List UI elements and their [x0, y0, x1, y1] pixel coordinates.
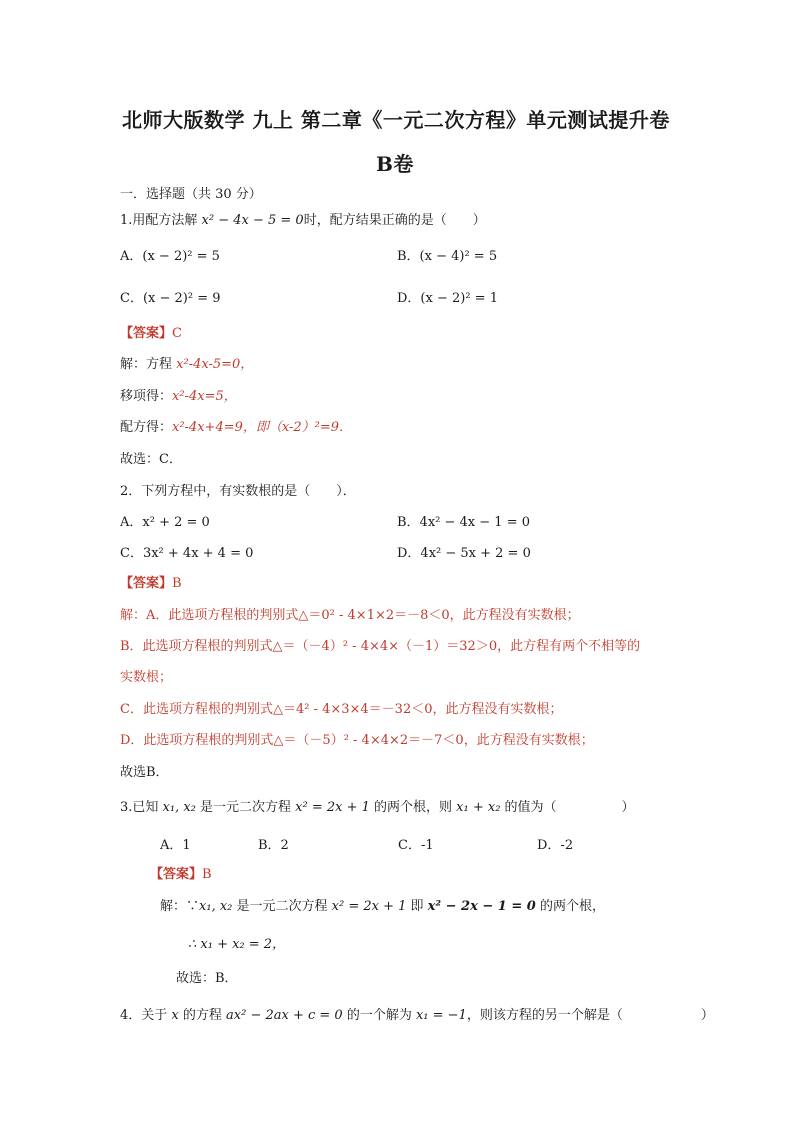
q2-solution-line-2b: 实数根；: [120, 670, 173, 685]
q4-stem-text-b: 的方程: [178, 1008, 227, 1023]
q3-answer-label: 【答案】: [150, 867, 203, 882]
q3-solution-line-2: ∴ x₁ + x₂ = 2，: [188, 937, 286, 952]
q3-stem-math-3: x₁ + x₂: [456, 800, 501, 815]
q4-stem-math-1: x: [171, 1008, 179, 1023]
q1-stem-equation: x² − 4x − 5 = 0: [201, 213, 304, 228]
q1-sol2-math: x²-4x=5，: [172, 389, 237, 404]
q3-sol1-math-2: x² = 2x + 1: [331, 899, 407, 914]
q1-solution-line-1: [120, 353, 253, 372]
q1-sol3-text: 配方得：: [120, 420, 173, 435]
question-3-stem: [120, 796, 635, 815]
q1-sol2-text: 移项得：: [120, 389, 173, 404]
q4-stem-text-c: 的一个解为: [342, 1008, 416, 1023]
q1-stem-text-b: 时，配方结果正确的是（ ）: [303, 213, 486, 228]
q3-stem-math-1: x₁, x₂: [162, 800, 196, 815]
q3-sol1-math-1: x₁, x₂: [199, 899, 233, 914]
q1-sol3-math: x²-4x+4=9，即（x-2）²=9．: [172, 420, 353, 435]
q3-answer-value: B: [202, 867, 212, 882]
q1-option-c: C．(x − 2)² = 9: [120, 291, 221, 306]
q2-option-c: C．3x² + 4x + 4 = 0: [120, 546, 254, 561]
q3-solution-line-3: 故选：B．: [176, 971, 238, 986]
q3-stem-text-c: 的两个根，则: [369, 800, 457, 815]
q1-option-d: D．(x − 2)² = 1: [397, 291, 498, 306]
document-subtitle: B卷: [376, 152, 414, 176]
question-4-stem: [120, 1004, 714, 1023]
q1-answer-label: 【答案】: [120, 326, 173, 341]
q3-stem-text-b: 是一元二次方程: [195, 800, 296, 815]
q3-stem-text-a: 3.已知: [120, 800, 163, 815]
q4-stem-text-d: ，则该方程的另一个解是（ ）: [466, 1008, 714, 1023]
q1-stem-text-a: 1.用配方法解: [120, 213, 202, 228]
q3-sol1-text-d: 的两个根，: [535, 899, 605, 914]
q3-stem-math-2: x² = 2x + 1: [295, 800, 370, 815]
q1-sol1-math: x²-4x-5=0，: [176, 357, 254, 372]
q3-solution-line-1: [160, 895, 605, 914]
q4-stem-math-2: ax² − 2ax + c = 0: [226, 1008, 343, 1023]
q1-option-a: A．(x − 2)² = 5: [120, 249, 220, 264]
q1-option-b: B．(x − 4)² = 5: [397, 249, 498, 264]
question-2-stem: 2．下列方程中，有实数根的是（ ）．: [120, 484, 356, 499]
question-1-stem: [120, 209, 486, 228]
q4-stem-math-3: x₁ = −1: [415, 1008, 467, 1023]
q1-solution-line-4: 故选：C．: [120, 452, 182, 467]
q3-sol1-text-a: 解：∵: [160, 899, 200, 914]
q2-option-d: D．4x² − 5x + 2 = 0: [397, 546, 531, 561]
q1-solution-line-2: [120, 385, 237, 404]
q1-sol1-text: 解：方程: [120, 357, 177, 372]
q3-sol1-text-b: 是一元二次方程: [232, 899, 332, 914]
q2-solution-line-2: B．此选项方程根的判别式△＝（－4）² - 4×4×（－1）＝32＞0，此方程有两个不相等的: [120, 639, 641, 654]
q3-sol1-math-3: x² − 2x − 1 = 0: [427, 899, 536, 914]
q1-answer-value: C: [172, 326, 182, 341]
q2-solution-line-5: 故选B．: [120, 765, 169, 780]
q3-stem-text-d: 的值为（ ）: [500, 800, 635, 815]
section-header: 一．选择题（共 30 分）: [120, 187, 262, 202]
q2-solution-line-4: D．此选项方程根的判别式△＝（－5）² - 4×4×2＝－7＜0，此方程没有实数根；: [120, 733, 594, 748]
q3-option-a: A．1: [160, 838, 191, 853]
q3-option-d: D．-2: [537, 838, 574, 853]
q3-option-c: C．-1: [398, 838, 434, 853]
q1-answer: [120, 322, 182, 341]
q1-solution-line-3: [120, 416, 352, 435]
q3-answer: [150, 863, 212, 882]
q3-option-b: B．2: [258, 838, 289, 853]
q2-answer-label: 【答案】: [120, 576, 173, 591]
q2-answer-value: B: [172, 576, 182, 591]
q2-option-b: B．4x² − 4x − 1 = 0: [397, 515, 530, 530]
q2-option-a: A．x² + 2 = 0: [120, 515, 210, 530]
document-title: 北师大版数学 九上 第二章《一元二次方程》单元测试提升卷: [122, 108, 670, 132]
q3-sol1-text-c: 即: [406, 899, 428, 914]
q4-stem-text-a: 4．关于: [120, 1008, 172, 1023]
q2-answer: [120, 572, 182, 591]
q2-solution-line-3: C．此选项方程根的判别式△＝4² - 4×3×4＝－32＜0，此方程没有实数根；: [120, 702, 563, 717]
q2-solution-line-1: 解：A．此选项方程根的判别式△＝0² - 4×1×2＝－8＜0，此方程没有实数根；: [120, 608, 580, 623]
